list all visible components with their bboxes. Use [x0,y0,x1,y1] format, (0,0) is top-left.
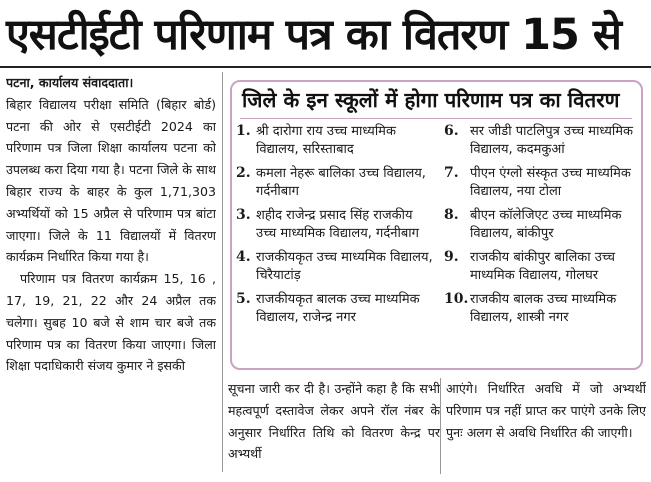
school-number: 2. [236,165,251,181]
schools-box-title: जिले के इन स्कूलों में होगा परिणाम पत्र का वितरण [242,88,620,112]
school-item [236,165,436,200]
school-number: 3. [236,207,251,223]
right-column [446,378,646,474]
school-name: सर जीडी पाटलिपुत्र उच्च माध्यमिक विद्यालय, कदमकुआं [470,124,633,157]
school-name: कमला नेहरू बालिका उच्च विद्यालय, गर्दनीबाग [256,166,426,199]
school-name: राजकीय बांकीपुर बालिका उच्च माध्यमिक विद्यालय, गोलघर [470,250,616,283]
school-item [444,207,640,242]
school-number: 5. [236,291,251,307]
school-number: 1. [236,123,251,139]
left-column [6,72,216,472]
intro-paragraph: बिहार विद्यालय परीक्षा समिति (बिहार बोर्ड) पटना की ओर से एसटीईटी 2024 का परिणाम पत्र जिला शिक्षा कार्यालय पटना को उपलब्ध करा दिया गया है। पटना जिले के साथ बिहार राज्य के बाहर के कुल 1,71,303 अभ्यर्थियों को 15 अप्रैल से परिणाम पत्र बांटा जाएगा। जिले के 11 विद्यालयों में वितरण कार्यक्रम निर्धारित किया गया है। [6,96,216,265]
school-item [444,249,640,284]
middle-paragraph: सूचना जारी कर दी है। उन्होंने कहा है कि सभी महत्वपूर्ण दस्तावेज लेकर अपने रॉल नंबर के अनुसार निर्धारित तिथि को वितरण केन्द्र पर अभ्यर्थी [228,381,440,462]
school-name: शहीद राजेन्द्र प्रसाद सिंह राजकीय उच्च माध्यमिक विद्यालय, गर्दनीबाग [256,208,419,241]
school-item [236,249,436,284]
school-name: राजकीय बालक उच्च माध्यमिक विद्यालय, शास्त्री नगर [470,292,617,325]
school-item [444,291,640,326]
schools-list-left [236,123,436,333]
schedule-paragraph: परिणाम पत्र वितरण कार्यक्रम 15, 16 , 17, 19, 21, 22 और 24 अप्रैल तक चलेगा। सुबह 10 बजे से शाम चार बजे तक परिणाम पत्र का वितरण किया जाएगा। जिला शिक्षा पदाधिकारी संजय कुमार ने इसकी [6,271,216,374]
school-name: पीएन एंग्लो संस्कृत उच्च माध्यमिक विद्यालय, नया टोला [470,166,631,199]
school-number: 4. [236,249,251,265]
headline-rule [0,66,651,68]
schools-list-right [444,123,640,333]
school-number: 7. [444,165,459,181]
dateline: पटना, कार्यालय संवाददाता। [6,75,134,90]
school-item [236,207,436,242]
school-number: 6. [444,123,459,139]
school-number: 9. [444,249,459,265]
middle-column [228,378,440,474]
school-number: 10. [444,291,469,307]
school-name: राजकीयकृत बालक उच्च माध्यमिक विद्यालय, राजेन्द्र नगर [256,292,420,325]
right-paragraph: आएंगे। निर्धारित अवधि में जो अभ्यर्थी परिणाम पत्र नहीं प्राप्त कर पाएंगे उनके लिए पुनः अलग से अवधि निर्धारित की जाएगी। [446,381,646,440]
school-number: 8. [444,207,459,223]
school-name: राजकीयकृत उच्च माध्यमिक विद्यालय, चिरैयाटांड़ [256,250,433,283]
school-item [444,123,640,158]
column-divider [222,72,223,472]
column-divider [440,378,441,474]
school-item [236,291,436,326]
school-item [236,123,436,158]
school-name: बीएन कॉलेजिएट उच्च माध्यमिक विद्यालय, बांकीपुर [470,208,622,241]
school-item [444,165,640,200]
headline: एसटीईटी परिणाम पत्र का वितरण 15 से [6,10,621,60]
school-name: श्री दारोगा राय उच्च माध्यमिक विद्यालय, सरिस्ताबाद [256,124,396,157]
schools-box-title-rule [240,118,632,119]
